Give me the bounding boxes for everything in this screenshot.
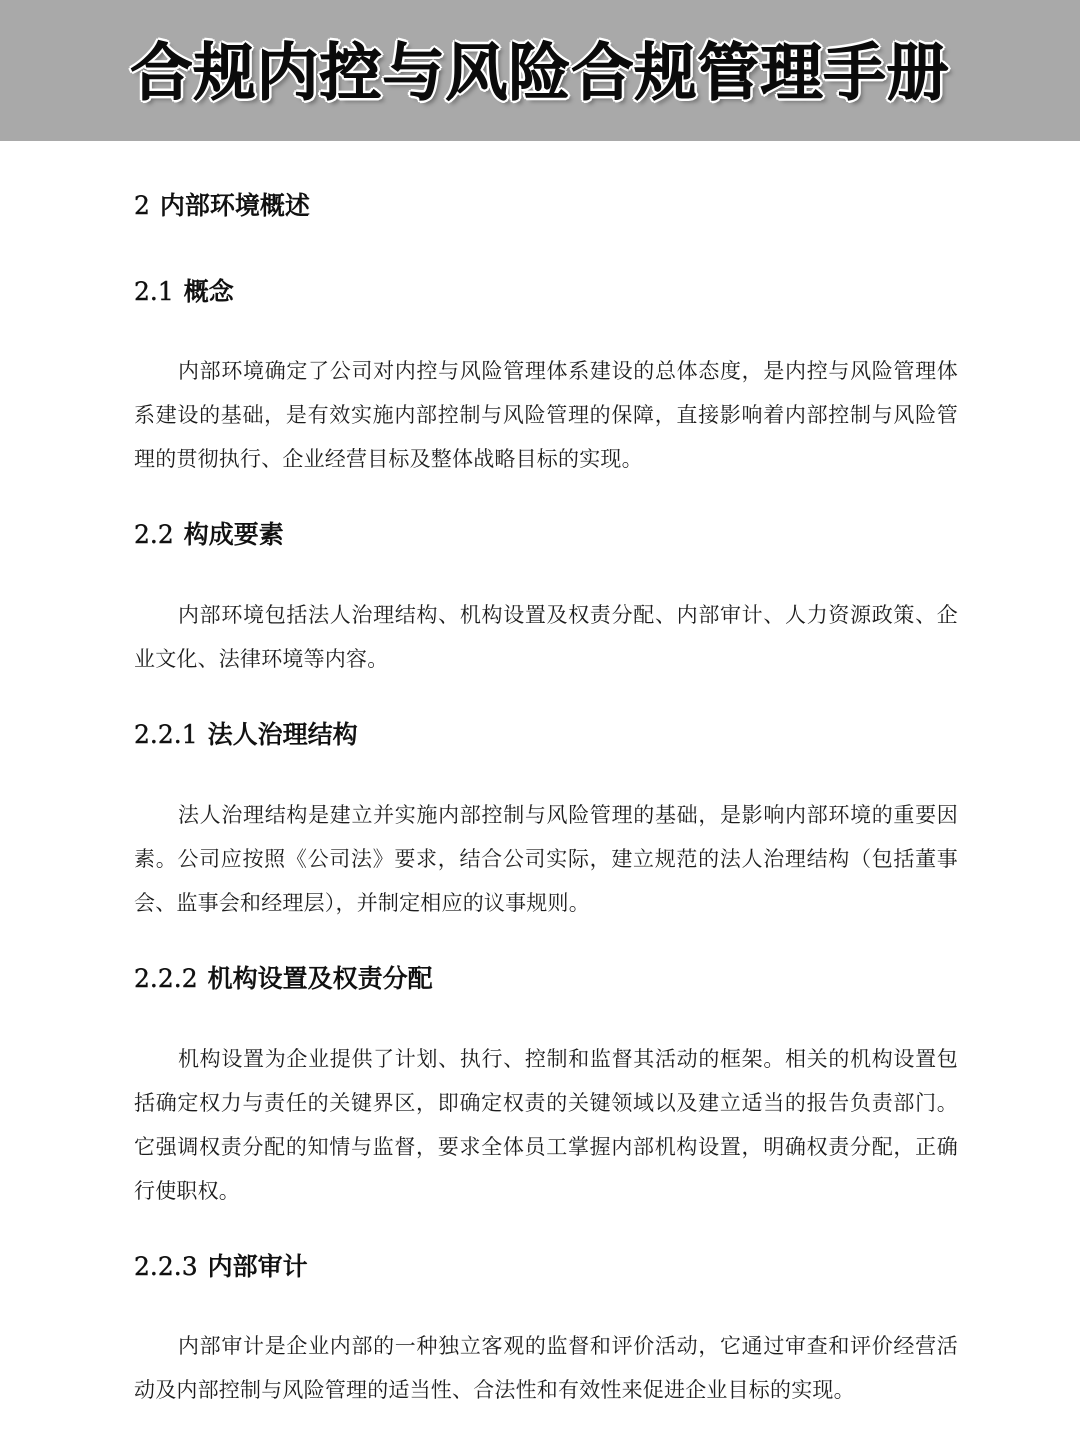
paragraph: 内部环境确定了公司对内控与风险管理体系建设的总体态度，是内控与风险管理体系建设的基础，是有效实施内部控制与风险管理的保障，直接影响着内部控制与风险管理的贯彻执行、企业经营目标及整体战略目标的实现。 — [134, 359, 958, 471]
section-heading — [134, 186, 310, 222]
section-number: 2.2.3 — [134, 1252, 198, 1281]
section-number: 2 — [134, 191, 150, 220]
section-title: 内部审计 — [207, 1252, 308, 1281]
section-heading — [134, 272, 234, 308]
section-heading — [134, 715, 358, 751]
paragraph: 法人治理结构是建立并实施内部控制与风险管理的基础，是影响内部环境的重要因素。公司应按照《公司法》要求，结合公司实际，建立规范的法人治理结构（包括董事会、监事会和经理层），并制定相应的议事规则。 — [134, 803, 958, 915]
paragraph: 内部环境包括法人治理结构、机构设置及权责分配、内部审计、人力资源政策、企业文化、法律环境等内容。 — [134, 603, 958, 671]
section-title: 概念 — [183, 277, 234, 306]
section-heading — [134, 515, 284, 551]
paragraph: 内部审计是企业内部的一种独立客观的监督和评价活动，它通过审查和评价经营活动及内部控制与风险管理的适当性、合法性和有效性来促进企业目标的实现。 — [134, 1334, 958, 1402]
section-number: 2.2 — [134, 520, 174, 549]
title-banner — [0, 0, 1080, 141]
section-heading — [134, 1247, 308, 1283]
section-number: 2.1 — [134, 277, 174, 306]
section-title: 机构设置及权责分配 — [207, 964, 433, 993]
section-number: 2.2.2 — [134, 964, 198, 993]
paragraph: 机构设置为企业提供了计划、执行、控制和监督其活动的框架。相关的机构设置包括确定权力与责任的关键界区，即确定权责的关键领域以及建立适当的报告负责部门。它强调权责分配的知情与监督，要求全体员工掌握内部机构设置，明确权责分配，正确行使职权。 — [134, 1047, 958, 1203]
section-title: 内部环境概述 — [159, 191, 310, 220]
section-title: 构成要素 — [183, 520, 284, 549]
document-title: 合规内控与风险合规管理手册 — [130, 36, 950, 109]
section-title: 法人治理结构 — [207, 720, 358, 749]
section-heading — [134, 959, 433, 995]
section-number: 2.2.1 — [134, 720, 198, 749]
